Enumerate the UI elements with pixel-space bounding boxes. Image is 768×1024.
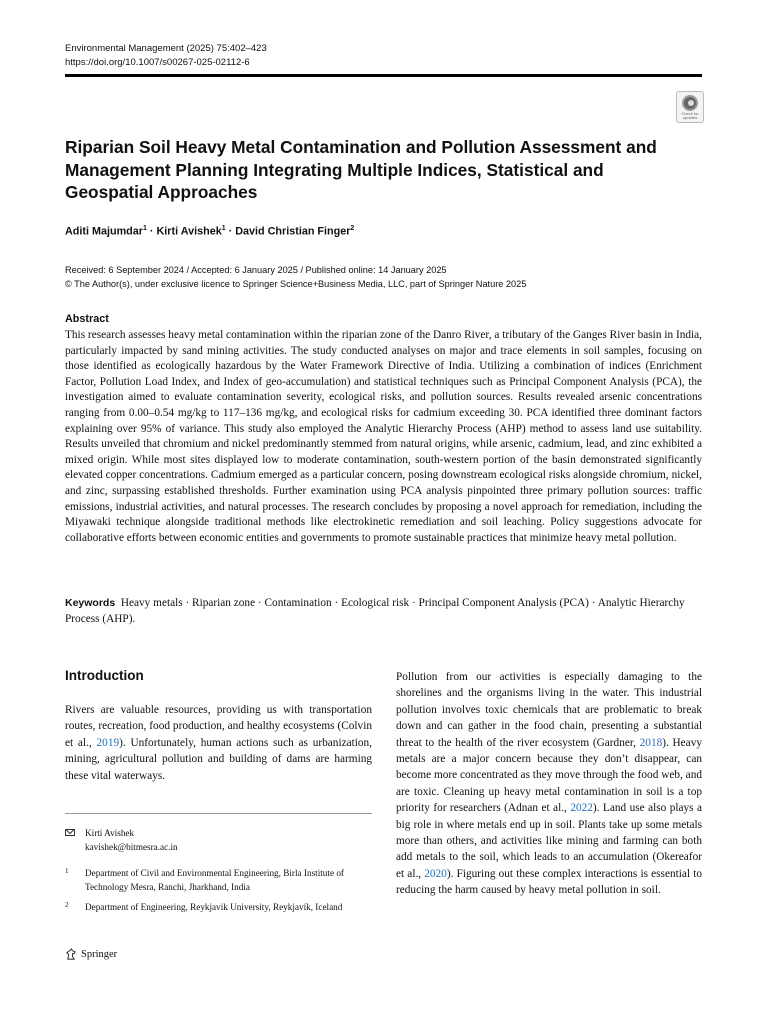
author-affiliation-mark: 1 bbox=[142, 225, 147, 232]
corresponding-author-email[interactable]: kavishek@bitmesra.ac.in bbox=[85, 842, 178, 852]
publisher-logo bbox=[65, 948, 117, 961]
footnote-rule bbox=[65, 813, 372, 814]
affiliation-text: Department of Civil and Environmental Engineering, Birla Institute of Technology Mesra, Ranchi, Jharkhand, India bbox=[85, 868, 344, 892]
citation-link[interactable]: 2020 bbox=[424, 867, 447, 880]
author-separator: · bbox=[225, 225, 236, 238]
author-affiliation-mark: 2 bbox=[350, 225, 355, 232]
doi-link[interactable]: https://doi.org/10.1007/s00267-025-02112-6 bbox=[65, 57, 250, 68]
springer-horse-icon bbox=[65, 948, 78, 961]
paragraph-text: ). Unfortunately, human actions such as urbanization, mining, agricultural pollution and building of dams are harming these vital waterways. bbox=[65, 736, 373, 782]
publication-history bbox=[65, 263, 526, 291]
journal-header bbox=[65, 42, 267, 70]
paragraph-text: ). Land use also plays a big role in where metals end up in soil. Plants take up some metals more than others, and activities like mining and farming can both add metals to the soil, which leads to an accumulation (Okereafor et al., bbox=[396, 802, 702, 880]
copyright-line: © The Author(s), under exclusive licence to Springer Science+Business Media, LLC, part of Springer Nature 2025 bbox=[65, 279, 527, 289]
citation-link[interactable]: 2022 bbox=[570, 802, 593, 815]
keywords-text: Heavy metals · Riparian zone · Contamination · Ecological risk · Principal Component Analysis (PCA) · Analytic Hierarchy Process (AHP). bbox=[65, 597, 685, 625]
introduction-heading: Introduction bbox=[65, 668, 144, 683]
paragraph-text: Pollution from our activities is especially damaging to the shorelines and the organisms living in the water. This industrial pollution involves toxic chemicals that are problematic to break down and can gather in the food chain, presenting a substantial threat to the health of the river ecosystem (Gardner, bbox=[396, 671, 702, 749]
affiliation-text: Department of Engineering, Reykjavik University, Reykjavík, Iceland bbox=[85, 902, 343, 912]
paragraph-text: ). Heavy metals are a major concern because they don’t disappear, can become more concentrated as they move through the food web, and are toxic. Cleaning up heavy metal contamination in soil is a top priority for researchers (Adnan et al., bbox=[396, 736, 702, 815]
author-name[interactable]: David Christian Finger bbox=[235, 225, 351, 238]
author-affiliation-mark: 1 bbox=[221, 225, 226, 232]
citation-link[interactable]: 2019 bbox=[96, 736, 120, 749]
crossmark-label: Check for updates bbox=[681, 111, 699, 120]
affiliation-number: 2 bbox=[65, 901, 69, 909]
abstract-text: This research assesses heavy metal contamination within the riparian zone of the Danro River, a tributary of the Ganges River basin in India, particularly impacted by sand mining activities. The study conducted analyses on major and trace elements in soil samples, focusing on those identified as ecologically hazardous by the Water Framework Directive of India. Utilizing a combination of indices (Enrichment Factor, Pollution Load Index, and Index of geo-accumulation) and statistical techniques such as Principal Component Analysis (PCA), the investigation aimed to evaluate contamination severity, ecological risks, and pollution sources. Results revealed arsenic concentrations ranging from 0.00–0.54 mg/kg to 117–136 mg/kg, and ecological risks for cadmium exceeding 30. PCA identified three dominant factors explaining over 95% of variance. This study also employed the Analytic Hierarchy Process (AHP) method to assess land use suitability. Results unveiled that chromium and nickel predominantly stemmed from natural origins, while arsenic, cadmium, lead, and zinc exhibited a mixed origin. While most sites displayed low to moderate contamination, south-western portion of the basin demonstrated significantly elevated copper concentrations. Cadmium emerged as a particular concern, posing downstream ecological risks alongside chromium, nickel, and zinc, surpassing established thresholds. Further examination using PCA analysis pinpointed three primary pollution sources: traffic emissions, industrial activities, and natural processes. The research concludes by proposing a novel approach for remediation, including the Miyawaki technique alongside traditional methods like electrokinetic remediation and soil leaching. Policy suggestions advocate for collaborative efforts between economic entities and governments to promote sustainable practices that minimize heavy metal pollution. bbox=[65, 329, 702, 544]
author-list bbox=[65, 225, 354, 238]
paragraph-text: ). Figuring out these complex interactions is essential to reducing the harm caused by heavy metal pollution in soil. bbox=[396, 867, 702, 897]
publisher-name: Springer bbox=[81, 949, 118, 960]
affiliation-2 bbox=[65, 900, 372, 914]
article-title: Riparian Soil Heavy Metal Contamination and Pollution Assessment and Management Planning Integrating Multiple Indices, Statistical and Geospatial Approaches bbox=[65, 137, 657, 202]
crossmark-badge[interactable] bbox=[676, 91, 704, 123]
journal-citation: Environmental Management (2025) 75:402–423 bbox=[65, 43, 267, 54]
corresponding-author-name: Kirti Avishek bbox=[85, 828, 135, 838]
introduction-paragraph-1 bbox=[65, 702, 372, 784]
paragraph-text: Rivers are valuable resources, providing us with transportation routes, recreation, food production, and healthy ecosystems (Colvin et al., bbox=[65, 704, 372, 749]
affiliation-1 bbox=[65, 866, 372, 894]
citation-link[interactable]: 2018 bbox=[639, 736, 663, 749]
keywords-label: Keywords bbox=[65, 597, 116, 609]
keywords bbox=[65, 596, 702, 627]
header-rule bbox=[65, 74, 702, 77]
introduction-paragraph-2 bbox=[396, 669, 702, 899]
author-separator: · bbox=[146, 225, 157, 238]
crossmark-icon bbox=[682, 95, 698, 111]
envelope-icon bbox=[65, 829, 75, 836]
author-name[interactable]: Kirti Avishek bbox=[156, 225, 222, 238]
affiliation-number: 1 bbox=[65, 867, 69, 875]
corresponding-author-note bbox=[65, 826, 178, 854]
author-name[interactable]: Aditi Majumdar bbox=[65, 225, 143, 238]
abstract-heading: Abstract bbox=[65, 313, 109, 325]
dates-line: Received: 6 September 2024 / Accepted: 6 January 2025 / Published online: 14 January 2025 bbox=[65, 265, 447, 275]
